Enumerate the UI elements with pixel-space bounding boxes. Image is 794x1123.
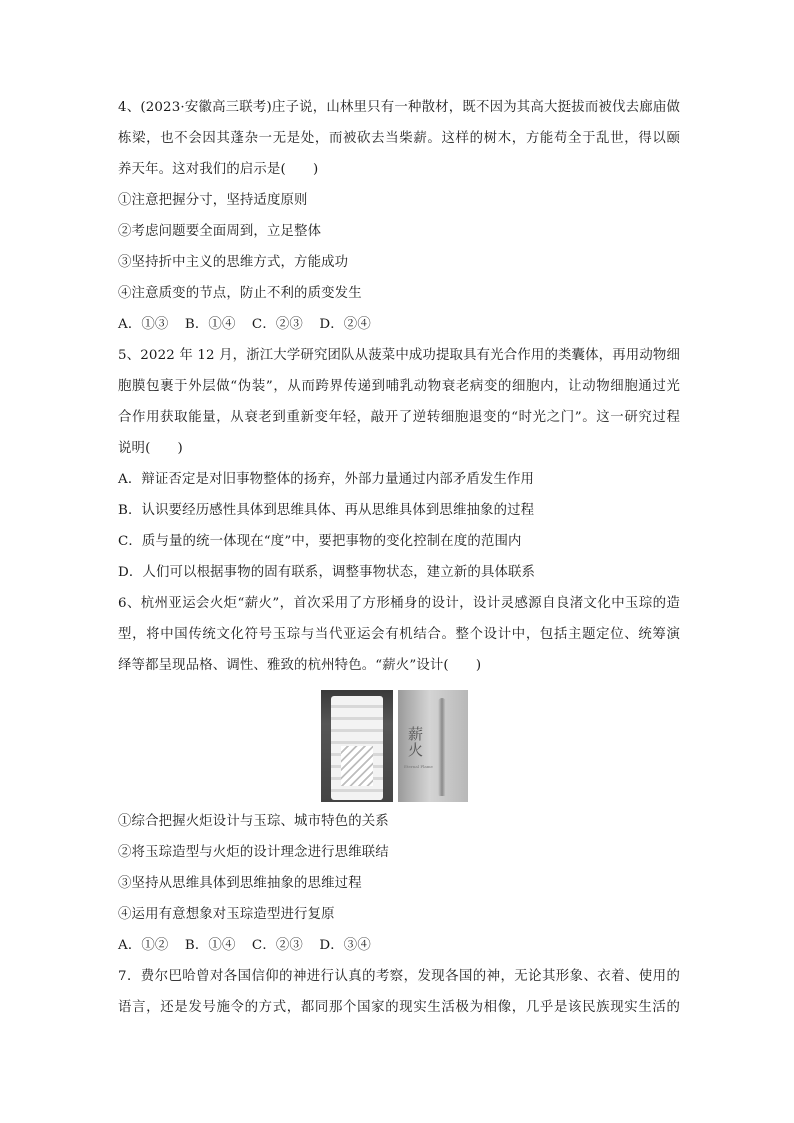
poster-caption: Eternal Flame — [404, 764, 433, 769]
question-5-stem-line: 说明( ) — [118, 441, 183, 456]
question-6 — [118, 588, 680, 961]
question-4-choices — [118, 309, 680, 340]
document-page — [118, 92, 680, 1023]
question-4 — [118, 92, 680, 340]
question-5-option-b: B．认识要经历感性具体到思维具体、再从思维具体到思维抽象的过程 — [118, 503, 535, 518]
question-4-stem-line: 4、(2023·安徽高三联考)庄子说，山林里只有一种散材，既不因为其高大挺拔而被伐去廊庙做 — [118, 100, 680, 115]
torch-body-detail — [331, 696, 383, 800]
choice-a: A．①② — [118, 938, 169, 953]
question-6-choices — [118, 930, 680, 961]
question-6-option-3: ③坚持从思维具体到思维抽象的思维过程 — [118, 876, 362, 891]
question-4-option-1: ①注意把握分寸，坚持适度原则 — [118, 193, 308, 208]
question-4-stem-line: 栋梁，也不会因其蓬杂一无是处，而被砍去当柴薪。这样的树木，方能苟全于乱世，得以颐 — [118, 131, 680, 146]
question-6-option-2: ②将玉琮造型与火炬的设计理念进行思维联结 — [118, 845, 389, 860]
question-7 — [118, 961, 680, 1023]
question-5-stem-line: 胞膜包裹于外层做“伪装”，从而跨界传递到哺乳动物衰老病变的细胞内，让动物细胞通过光 — [118, 379, 680, 394]
choice-b: B．①④ — [184, 317, 236, 332]
question-6-stem-line: 6、杭州亚运会火炬“薪火”，首次采用了方形桶身的设计，设计灵感源自良渚文化中玉琮的造 — [118, 596, 680, 611]
question-7-stem-line: 7．费尔巴哈曾对各国信仰的神进行认真的考察，发现各国的神，无论其形象、衣着、使用的 — [118, 969, 680, 984]
question-4-stem-line: 养天年。这对我们的启示是( ) — [118, 162, 319, 177]
question-5-stem-line: 合作用获取能量，从衰老到重新变年轻，敲开了逆转细胞退变的“时光之门”。这一研究过程 — [118, 410, 680, 425]
torch-poster-image — [398, 690, 468, 802]
question-6-option-1: ①综合把握火炬设计与玉琮、城市特色的关系 — [118, 814, 389, 829]
question-5 — [118, 340, 680, 588]
question-4-option-2: ②考虑问题要全面周到，立足整体 — [118, 224, 322, 239]
choice-b: B．①④ — [184, 938, 236, 953]
torch-figure — [118, 690, 680, 802]
question-6-stem-line: 型，将中国传统文化符号玉琮与当代亚运会有机结合。整个设计中，包括主题定位、统筹演 — [118, 627, 680, 642]
question-5-option-c: C．质与量的统一体现在“度”中，要把事物的变化控制在度的范围内 — [118, 534, 522, 549]
question-4-option-3: ③坚持折中主义的思维方式，方能成功 — [118, 255, 349, 270]
question-6-option-4: ④运用有意想象对玉琮造型进行复原 — [118, 907, 335, 922]
xinhuo-calligraphy: 薪火 — [408, 725, 424, 759]
choice-a: A．①③ — [118, 317, 169, 332]
jade-cong-torch-photo — [321, 690, 393, 802]
question-5-stem-line: 5、2022 年 12 月，浙江大学研究团队从菠菜中成功提取具有光合作用的类囊体，再用动物细 — [118, 348, 680, 363]
choice-d: D．②④ — [319, 317, 371, 332]
question-4-option-4: ④注意质变的节点，防止不利的质变发生 — [118, 286, 362, 301]
choice-c: C．②③ — [251, 317, 303, 332]
question-7-stem-line: 语言，还是发号施令的方式，都同那个国家的现实生活极为相像，几乎是该民族现实生活的 — [118, 1000, 680, 1015]
choice-c: C．②③ — [251, 938, 303, 953]
question-5-option-d: D．人们可以根据事物的固有联系，调整事物状态，建立新的具体联系 — [118, 565, 536, 580]
torch-shape — [438, 698, 446, 796]
question-5-option-a: A．辩证否定是对旧事物整体的扬弃，外部力量通过内部矛盾发生作用 — [118, 472, 535, 487]
question-6-stem-line: 绎等都呈现品格、调性、雅致的杭州特色。“薪火”设计( ) — [118, 658, 482, 673]
choice-d: D．③④ — [319, 938, 371, 953]
